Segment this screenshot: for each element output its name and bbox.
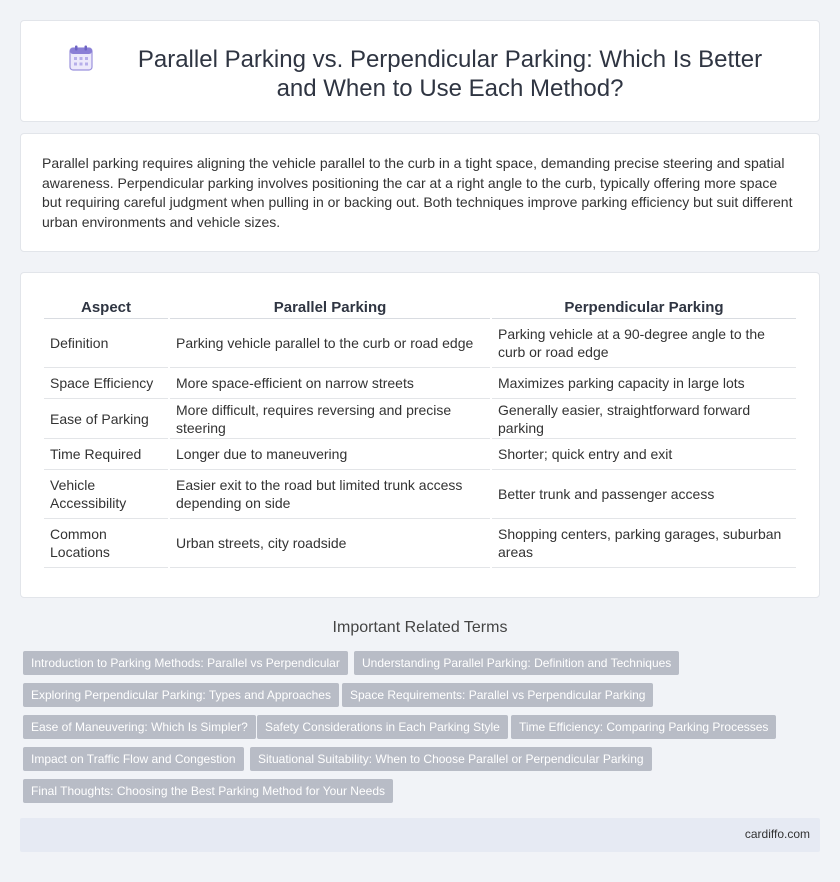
row-aspect: Ease of Parking (44, 399, 168, 439)
related-tag[interactable]: Ease of Maneuvering: Which Is Simpler? (23, 715, 256, 739)
related-tag[interactable]: Exploring Perpendicular Parking: Types and Approaches (23, 683, 339, 707)
row-perpendicular: Maximizes parking capacity in large lots (492, 368, 796, 399)
site-link[interactable]: cardiffo.com (744, 827, 810, 841)
related-tag[interactable]: Safety Considerations in Each Parking Style (257, 715, 508, 739)
related-tag[interactable]: Introduction to Parking Methods: Parallel vs Perpendicular (23, 651, 348, 675)
table-row (44, 399, 796, 439)
table-row (44, 319, 796, 368)
row-perpendicular: Generally easier, straightforward forward parking (492, 399, 796, 439)
header-parallel: Parallel Parking (170, 297, 490, 319)
row-perpendicular: Shopping centers, parking garages, suburban areas (492, 519, 796, 568)
related-tag[interactable]: Time Efficiency: Comparing Parking Processes (511, 715, 776, 739)
row-aspect: Space Efficiency (44, 368, 168, 399)
related-tag[interactable]: Understanding Parallel Parking: Definition and Techniques (354, 651, 679, 675)
header-aspect: Aspect (44, 297, 168, 319)
row-aspect: Definition (44, 319, 168, 368)
intro-paragraph: Parallel parking requires aligning the vehicle parallel to the curb in a tight space, demanding precise steering and spatial awareness. Perpendicular parking involves positioning the car at a right angle to the curb, typically offering more space but requiring careful judgment when pulling in or backing out. Both techniques improve parking efficiency but suit different urban environments and vehicle sizes. (42, 155, 793, 230)
row-perpendicular: Parking vehicle at a 90-degree angle to the curb or road edge (492, 319, 796, 368)
row-parallel: Longer due to maneuvering (170, 439, 490, 470)
row-parallel: More space-efficient on narrow streets (170, 368, 490, 399)
title-card (20, 20, 820, 122)
related-terms-title: Important Related Terms (332, 619, 508, 636)
row-perpendicular: Better trunk and passenger access (492, 470, 796, 519)
comparison-table (42, 297, 798, 568)
table-row (44, 519, 796, 568)
row-aspect: Vehicle Accessibility (44, 470, 168, 519)
table-row (44, 439, 796, 470)
intro-card (20, 133, 820, 252)
table-row (44, 368, 796, 399)
related-tag[interactable]: Space Requirements: Parallel vs Perpendicular Parking (342, 683, 653, 707)
header-perpendicular: Perpendicular Parking (492, 297, 796, 319)
row-aspect: Time Required (44, 439, 168, 470)
related-tag[interactable]: Situational Suitability: When to Choose Parallel or Perpendicular Parking (250, 747, 652, 771)
footer (20, 818, 820, 852)
comparison-card (20, 272, 820, 598)
row-parallel: More difficult, requires reversing and precise steering (170, 399, 490, 439)
row-parallel: Urban streets, city roadside (170, 519, 490, 568)
row-aspect: Common Locations (44, 519, 168, 568)
related-tag[interactable]: Impact on Traffic Flow and Congestion (23, 747, 244, 771)
row-parallel: Easier exit to the road but limited trunk access depending on side (170, 470, 490, 519)
related-tag[interactable]: Final Thoughts: Choosing the Best Parking Method for Your Needs (23, 779, 393, 803)
table-header-row (44, 297, 796, 319)
row-parallel: Parking vehicle parallel to the curb or road edge (170, 319, 490, 368)
row-perpendicular: Shorter; quick entry and exit (492, 439, 796, 470)
page-title: Parallel Parking vs. Perpendicular Parking: Which Is Better and When to Use Each Method? (137, 46, 763, 102)
table-row (44, 470, 796, 519)
